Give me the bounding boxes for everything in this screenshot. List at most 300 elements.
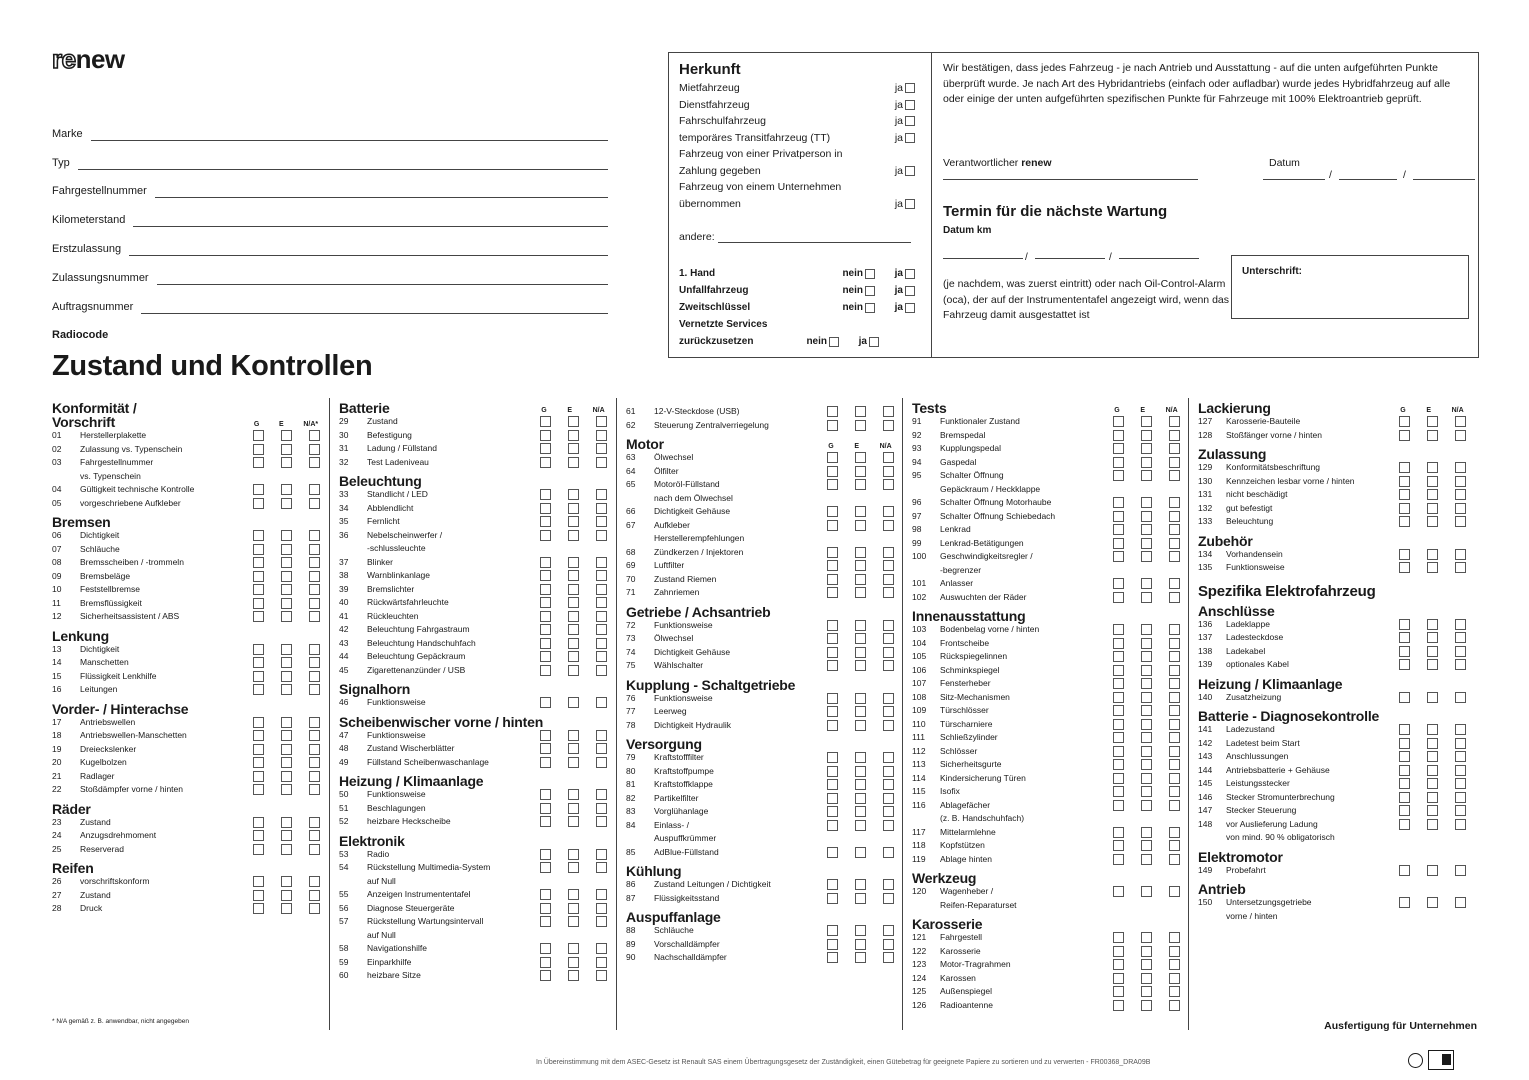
na-checkbox[interactable] — [1169, 651, 1180, 662]
e-checkbox[interactable] — [855, 520, 866, 531]
g-checkbox[interactable] — [1399, 751, 1410, 762]
e-checkbox[interactable] — [1427, 416, 1438, 427]
g-checkbox[interactable] — [827, 633, 838, 644]
g-checkbox[interactable] — [1399, 778, 1410, 789]
na-checkbox[interactable] — [596, 516, 607, 527]
e-checkbox[interactable] — [1427, 462, 1438, 473]
g-checkbox[interactable] — [1399, 692, 1410, 703]
g-checkbox[interactable] — [1113, 443, 1124, 454]
na-checkbox[interactable] — [1169, 457, 1180, 468]
na-checkbox[interactable] — [596, 743, 607, 754]
g-checkbox[interactable] — [540, 530, 551, 541]
e-checkbox[interactable] — [1427, 778, 1438, 789]
g-checkbox[interactable] — [1399, 819, 1410, 830]
na-checkbox[interactable] — [309, 757, 320, 768]
g-checkbox[interactable] — [253, 757, 264, 768]
e-checkbox[interactable] — [1427, 632, 1438, 643]
g-checkbox[interactable] — [1399, 416, 1410, 427]
e-checkbox[interactable] — [281, 611, 292, 622]
g-checkbox[interactable] — [1399, 765, 1410, 776]
g-checkbox[interactable] — [1113, 973, 1124, 984]
na-checkbox[interactable] — [309, 717, 320, 728]
e-checkbox[interactable] — [1427, 430, 1438, 441]
g-checkbox[interactable] — [1113, 638, 1124, 649]
na-checkbox[interactable] — [309, 903, 320, 914]
na-checkbox[interactable] — [309, 457, 320, 468]
na-checkbox[interactable] — [596, 789, 607, 800]
g-checkbox[interactable] — [253, 817, 264, 828]
e-checkbox[interactable] — [855, 806, 866, 817]
e-checkbox[interactable] — [1141, 592, 1152, 603]
e-checkbox[interactable] — [281, 784, 292, 795]
e-checkbox[interactable] — [1141, 430, 1152, 441]
g-checkbox[interactable] — [253, 557, 264, 568]
na-checkbox[interactable] — [596, 957, 607, 968]
g-checkbox[interactable] — [1399, 503, 1410, 514]
na-checkbox[interactable] — [883, 793, 894, 804]
na-checkbox[interactable] — [309, 657, 320, 668]
g-checkbox[interactable] — [827, 879, 838, 890]
g-checkbox[interactable] — [1399, 619, 1410, 630]
e-checkbox[interactable] — [1141, 827, 1152, 838]
e-checkbox[interactable] — [855, 706, 866, 717]
g-checkbox[interactable] — [540, 816, 551, 827]
na-checkbox[interactable] — [883, 452, 894, 463]
na-checkbox[interactable] — [1169, 886, 1180, 897]
na-checkbox[interactable] — [1169, 416, 1180, 427]
g-checkbox[interactable] — [1399, 738, 1410, 749]
g-checkbox[interactable] — [253, 544, 264, 555]
na-checkbox[interactable] — [309, 644, 320, 655]
e-checkbox[interactable] — [281, 657, 292, 668]
g-checkbox[interactable] — [1113, 416, 1124, 427]
ja-checkbox[interactable] — [905, 83, 915, 93]
na-checkbox[interactable] — [1169, 786, 1180, 797]
na-checkbox[interactable] — [883, 893, 894, 904]
e-checkbox[interactable] — [281, 530, 292, 541]
e-checkbox[interactable] — [1141, 886, 1152, 897]
g-checkbox[interactable] — [540, 503, 551, 514]
na-checkbox[interactable] — [309, 844, 320, 855]
nein-checkbox[interactable] — [865, 269, 875, 279]
e-checkbox[interactable] — [1141, 443, 1152, 454]
e-checkbox[interactable] — [568, 803, 579, 814]
na-checkbox[interactable] — [883, 779, 894, 790]
e-checkbox[interactable] — [855, 647, 866, 658]
e-checkbox[interactable] — [855, 547, 866, 558]
na-checkbox[interactable] — [309, 557, 320, 568]
g-checkbox[interactable] — [253, 830, 264, 841]
g-checkbox[interactable] — [1399, 516, 1410, 527]
g-checkbox[interactable] — [253, 671, 264, 682]
g-checkbox[interactable] — [1113, 719, 1124, 730]
ja-option[interactable] — [895, 196, 915, 213]
e-checkbox[interactable] — [1141, 511, 1152, 522]
na-checkbox[interactable] — [1169, 705, 1180, 716]
e-checkbox[interactable] — [281, 771, 292, 782]
na-checkbox[interactable] — [1455, 897, 1466, 908]
field-3[interactable] — [52, 198, 608, 227]
e-checkbox[interactable] — [281, 444, 292, 455]
g-checkbox[interactable] — [827, 925, 838, 936]
e-checkbox[interactable] — [281, 903, 292, 914]
e-checkbox[interactable] — [1427, 765, 1438, 776]
g-checkbox[interactable] — [1399, 462, 1410, 473]
na-checkbox[interactable] — [1455, 778, 1466, 789]
na-checkbox[interactable] — [883, 720, 894, 731]
g-checkbox[interactable] — [1399, 792, 1410, 803]
g-checkbox[interactable] — [540, 943, 551, 954]
g-checkbox[interactable] — [253, 730, 264, 741]
e-checkbox[interactable] — [1141, 665, 1152, 676]
e-checkbox[interactable] — [855, 847, 866, 858]
e-checkbox[interactable] — [281, 484, 292, 495]
na-checkbox[interactable] — [596, 584, 607, 595]
na-checkbox[interactable] — [1455, 792, 1466, 803]
e-checkbox[interactable] — [855, 560, 866, 571]
na-checkbox[interactable] — [1455, 562, 1466, 573]
na-checkbox[interactable] — [596, 849, 607, 860]
g-checkbox[interactable] — [540, 557, 551, 568]
na-checkbox[interactable] — [596, 651, 607, 662]
g-checkbox[interactable] — [1113, 524, 1124, 535]
g-checkbox[interactable] — [1399, 659, 1410, 670]
g-checkbox[interactable] — [540, 570, 551, 581]
na-checkbox[interactable] — [596, 903, 607, 914]
e-checkbox[interactable] — [281, 890, 292, 901]
e-checkbox[interactable] — [281, 557, 292, 568]
na-checkbox[interactable] — [309, 684, 320, 695]
g-checkbox[interactable] — [827, 793, 838, 804]
e-checkbox[interactable] — [855, 420, 866, 431]
na-checkbox[interactable] — [596, 611, 607, 622]
e-checkbox[interactable] — [1427, 489, 1438, 500]
na-checkbox[interactable] — [596, 638, 607, 649]
na-checkbox[interactable] — [1169, 959, 1180, 970]
g-checkbox[interactable] — [827, 752, 838, 763]
e-checkbox[interactable] — [855, 406, 866, 417]
g-checkbox[interactable] — [1113, 840, 1124, 851]
g-checkbox[interactable] — [827, 479, 838, 490]
e-checkbox[interactable] — [855, 952, 866, 963]
na-checkbox[interactable] — [309, 671, 320, 682]
e-checkbox[interactable] — [855, 633, 866, 644]
g-checkbox[interactable] — [540, 903, 551, 914]
e-checkbox[interactable] — [855, 939, 866, 950]
na-checkbox[interactable] — [1169, 678, 1180, 689]
e-checkbox[interactable] — [568, 757, 579, 768]
g-checkbox[interactable] — [540, 584, 551, 595]
e-checkbox[interactable] — [568, 957, 579, 968]
e-checkbox[interactable] — [855, 452, 866, 463]
g-checkbox[interactable] — [253, 484, 264, 495]
e-checkbox[interactable] — [568, 430, 579, 441]
e-checkbox[interactable] — [1141, 538, 1152, 549]
e-checkbox[interactable] — [568, 624, 579, 635]
na-checkbox[interactable] — [1169, 840, 1180, 851]
g-checkbox[interactable] — [253, 876, 264, 887]
na-checkbox[interactable] — [309, 498, 320, 509]
na-checkbox[interactable] — [596, 757, 607, 768]
e-checkbox[interactable] — [568, 943, 579, 954]
e-checkbox[interactable] — [1427, 805, 1438, 816]
e-checkbox[interactable] — [855, 693, 866, 704]
g-checkbox[interactable] — [1113, 497, 1124, 508]
e-checkbox[interactable] — [568, 530, 579, 541]
e-checkbox[interactable] — [281, 730, 292, 741]
e-checkbox[interactable] — [1141, 416, 1152, 427]
na-checkbox[interactable] — [1169, 986, 1180, 997]
na-checkbox[interactable] — [596, 970, 607, 981]
g-checkbox[interactable] — [1113, 786, 1124, 797]
na-checkbox[interactable] — [1455, 503, 1466, 514]
na-checkbox[interactable] — [883, 633, 894, 644]
e-checkbox[interactable] — [1141, 578, 1152, 589]
na-checkbox[interactable] — [309, 771, 320, 782]
e-checkbox[interactable] — [568, 916, 579, 927]
na-checkbox[interactable] — [883, 479, 894, 490]
g-checkbox[interactable] — [540, 416, 551, 427]
na-checkbox[interactable] — [1169, 719, 1180, 730]
g-checkbox[interactable] — [253, 903, 264, 914]
na-checkbox[interactable] — [1455, 476, 1466, 487]
na-checkbox[interactable] — [1169, 732, 1180, 743]
e-checkbox[interactable] — [1427, 819, 1438, 830]
g-checkbox[interactable] — [1113, 732, 1124, 743]
e-checkbox[interactable] — [855, 479, 866, 490]
e-checkbox[interactable] — [1427, 619, 1438, 630]
g-checkbox[interactable] — [253, 684, 264, 695]
na-checkbox[interactable] — [1455, 632, 1466, 643]
g-checkbox[interactable] — [1113, 665, 1124, 676]
e-checkbox[interactable] — [568, 638, 579, 649]
nein-option[interactable] — [799, 333, 839, 350]
na-checkbox[interactable] — [596, 943, 607, 954]
e-checkbox[interactable] — [855, 779, 866, 790]
g-checkbox[interactable] — [253, 498, 264, 509]
g-checkbox[interactable] — [540, 597, 551, 608]
na-checkbox[interactable] — [883, 506, 894, 517]
e-checkbox[interactable] — [1427, 751, 1438, 762]
g-checkbox[interactable] — [1113, 551, 1124, 562]
e-checkbox[interactable] — [1427, 659, 1438, 670]
e-checkbox[interactable] — [281, 571, 292, 582]
ja-option[interactable] — [895, 113, 915, 130]
g-checkbox[interactable] — [1113, 470, 1124, 481]
na-checkbox[interactable] — [1455, 659, 1466, 670]
g-checkbox[interactable] — [1113, 592, 1124, 603]
na-checkbox[interactable] — [309, 611, 320, 622]
na-checkbox[interactable] — [1169, 538, 1180, 549]
e-checkbox[interactable] — [1427, 792, 1438, 803]
ja-option[interactable] — [895, 163, 915, 180]
na-checkbox[interactable] — [596, 916, 607, 927]
g-checkbox[interactable] — [540, 638, 551, 649]
g-checkbox[interactable] — [827, 466, 838, 477]
e-checkbox[interactable] — [281, 671, 292, 682]
e-checkbox[interactable] — [1427, 692, 1438, 703]
e-checkbox[interactable] — [568, 970, 579, 981]
g-checkbox[interactable] — [1399, 489, 1410, 500]
na-checkbox[interactable] — [309, 784, 320, 795]
na-checkbox[interactable] — [309, 484, 320, 495]
na-checkbox[interactable] — [1455, 430, 1466, 441]
na-checkbox[interactable] — [1169, 524, 1180, 535]
ja-checkbox[interactable] — [905, 116, 915, 126]
e-checkbox[interactable] — [855, 893, 866, 904]
g-checkbox[interactable] — [1399, 430, 1410, 441]
g-checkbox[interactable] — [827, 806, 838, 817]
g-checkbox[interactable] — [827, 647, 838, 658]
na-checkbox[interactable] — [309, 544, 320, 555]
e-checkbox[interactable] — [1427, 738, 1438, 749]
signature-box[interactable]: Unterschrift: — [1231, 255, 1469, 319]
g-checkbox[interactable] — [253, 657, 264, 668]
field-radiocode[interactable] — [52, 314, 608, 343]
e-checkbox[interactable] — [281, 817, 292, 828]
na-checkbox[interactable] — [1169, 592, 1180, 603]
g-checkbox[interactable] — [253, 890, 264, 901]
ja-checkbox[interactable] — [905, 100, 915, 110]
g-checkbox[interactable] — [253, 598, 264, 609]
na-checkbox[interactable] — [596, 489, 607, 500]
g-checkbox[interactable] — [1399, 724, 1410, 735]
na-checkbox[interactable] — [596, 503, 607, 514]
g-checkbox[interactable] — [540, 611, 551, 622]
e-checkbox[interactable] — [281, 744, 292, 755]
g-checkbox[interactable] — [1113, 986, 1124, 997]
e-checkbox[interactable] — [568, 557, 579, 568]
na-checkbox[interactable] — [1455, 724, 1466, 735]
na-checkbox[interactable] — [883, 547, 894, 558]
e-checkbox[interactable] — [1141, 946, 1152, 957]
e-checkbox[interactable] — [1141, 524, 1152, 535]
ja-option[interactable] — [895, 80, 915, 97]
g-checkbox[interactable] — [827, 779, 838, 790]
na-checkbox[interactable] — [1455, 765, 1466, 776]
na-checkbox[interactable] — [883, 420, 894, 431]
ja-option[interactable] — [875, 265, 915, 282]
e-checkbox[interactable] — [281, 757, 292, 768]
e-checkbox[interactable] — [1141, 854, 1152, 865]
na-checkbox[interactable] — [883, 820, 894, 831]
na-checkbox[interactable] — [309, 571, 320, 582]
g-checkbox[interactable] — [827, 820, 838, 831]
ja-checkbox[interactable] — [905, 133, 915, 143]
na-checkbox[interactable] — [1169, 854, 1180, 865]
na-checkbox[interactable] — [309, 444, 320, 455]
na-checkbox[interactable] — [883, 806, 894, 817]
e-checkbox[interactable] — [568, 611, 579, 622]
na-checkbox[interactable] — [883, 520, 894, 531]
g-checkbox[interactable] — [253, 717, 264, 728]
g-checkbox[interactable] — [1113, 773, 1124, 784]
g-checkbox[interactable] — [540, 970, 551, 981]
na-checkbox[interactable] — [1169, 624, 1180, 635]
g-checkbox[interactable] — [1399, 897, 1410, 908]
na-checkbox[interactable] — [596, 665, 607, 676]
na-checkbox[interactable] — [596, 443, 607, 454]
e-checkbox[interactable] — [855, 752, 866, 763]
e-checkbox[interactable] — [1141, 457, 1152, 468]
na-checkbox[interactable] — [1169, 497, 1180, 508]
ja-option[interactable] — [875, 282, 915, 299]
e-checkbox[interactable] — [281, 598, 292, 609]
g-checkbox[interactable] — [540, 789, 551, 800]
g-checkbox[interactable] — [827, 693, 838, 704]
na-checkbox[interactable] — [596, 730, 607, 741]
na-checkbox[interactable] — [596, 570, 607, 581]
na-checkbox[interactable] — [1455, 462, 1466, 473]
na-checkbox[interactable] — [1169, 759, 1180, 770]
e-checkbox[interactable] — [568, 730, 579, 741]
e-checkbox[interactable] — [568, 697, 579, 708]
na-checkbox[interactable] — [1455, 805, 1466, 816]
na-checkbox[interactable] — [1169, 746, 1180, 757]
e-checkbox[interactable] — [1141, 800, 1152, 811]
na-checkbox[interactable] — [309, 876, 320, 887]
field-line[interactable] — [133, 215, 608, 227]
e-checkbox[interactable] — [568, 597, 579, 608]
e-checkbox[interactable] — [568, 443, 579, 454]
na-checkbox[interactable] — [1455, 549, 1466, 560]
g-checkbox[interactable] — [253, 771, 264, 782]
na-checkbox[interactable] — [309, 890, 320, 901]
g-checkbox[interactable] — [540, 624, 551, 635]
na-checkbox[interactable] — [1455, 416, 1466, 427]
g-checkbox[interactable] — [1399, 476, 1410, 487]
e-checkbox[interactable] — [1141, 786, 1152, 797]
na-checkbox[interactable] — [1169, 800, 1180, 811]
g-checkbox[interactable] — [827, 720, 838, 731]
e-checkbox[interactable] — [1141, 959, 1152, 970]
e-checkbox[interactable] — [1141, 1000, 1152, 1011]
e-checkbox[interactable] — [281, 717, 292, 728]
field-line[interactable] — [91, 129, 608, 141]
na-checkbox[interactable] — [1455, 819, 1466, 830]
na-checkbox[interactable] — [1169, 773, 1180, 784]
nein-option[interactable] — [835, 299, 875, 316]
e-checkbox[interactable] — [568, 789, 579, 800]
na-checkbox[interactable] — [309, 430, 320, 441]
na-checkbox[interactable] — [883, 560, 894, 571]
g-checkbox[interactable] — [1113, 678, 1124, 689]
datum-field[interactable]: Datum / / — [1269, 157, 1300, 169]
g-checkbox[interactable] — [1399, 562, 1410, 573]
g-checkbox[interactable] — [540, 489, 551, 500]
g-checkbox[interactable] — [1113, 886, 1124, 897]
g-checkbox[interactable] — [1113, 651, 1124, 662]
g-checkbox[interactable] — [1399, 865, 1410, 876]
e-checkbox[interactable] — [568, 416, 579, 427]
g-checkbox[interactable] — [1399, 646, 1410, 657]
na-checkbox[interactable] — [309, 530, 320, 541]
verantwortlicher-field[interactable]: Verantwortlicher renew — [943, 157, 1052, 169]
e-checkbox[interactable] — [568, 665, 579, 676]
e-checkbox[interactable] — [1141, 932, 1152, 943]
e-checkbox[interactable] — [1141, 497, 1152, 508]
e-checkbox[interactable] — [1427, 865, 1438, 876]
e-checkbox[interactable] — [568, 862, 579, 873]
na-checkbox[interactable] — [309, 598, 320, 609]
e-checkbox[interactable] — [855, 925, 866, 936]
g-checkbox[interactable] — [827, 939, 838, 950]
e-checkbox[interactable] — [1141, 470, 1152, 481]
g-checkbox[interactable] — [1113, 827, 1124, 838]
na-checkbox[interactable] — [883, 647, 894, 658]
g-checkbox[interactable] — [253, 457, 264, 468]
g-checkbox[interactable] — [1113, 692, 1124, 703]
